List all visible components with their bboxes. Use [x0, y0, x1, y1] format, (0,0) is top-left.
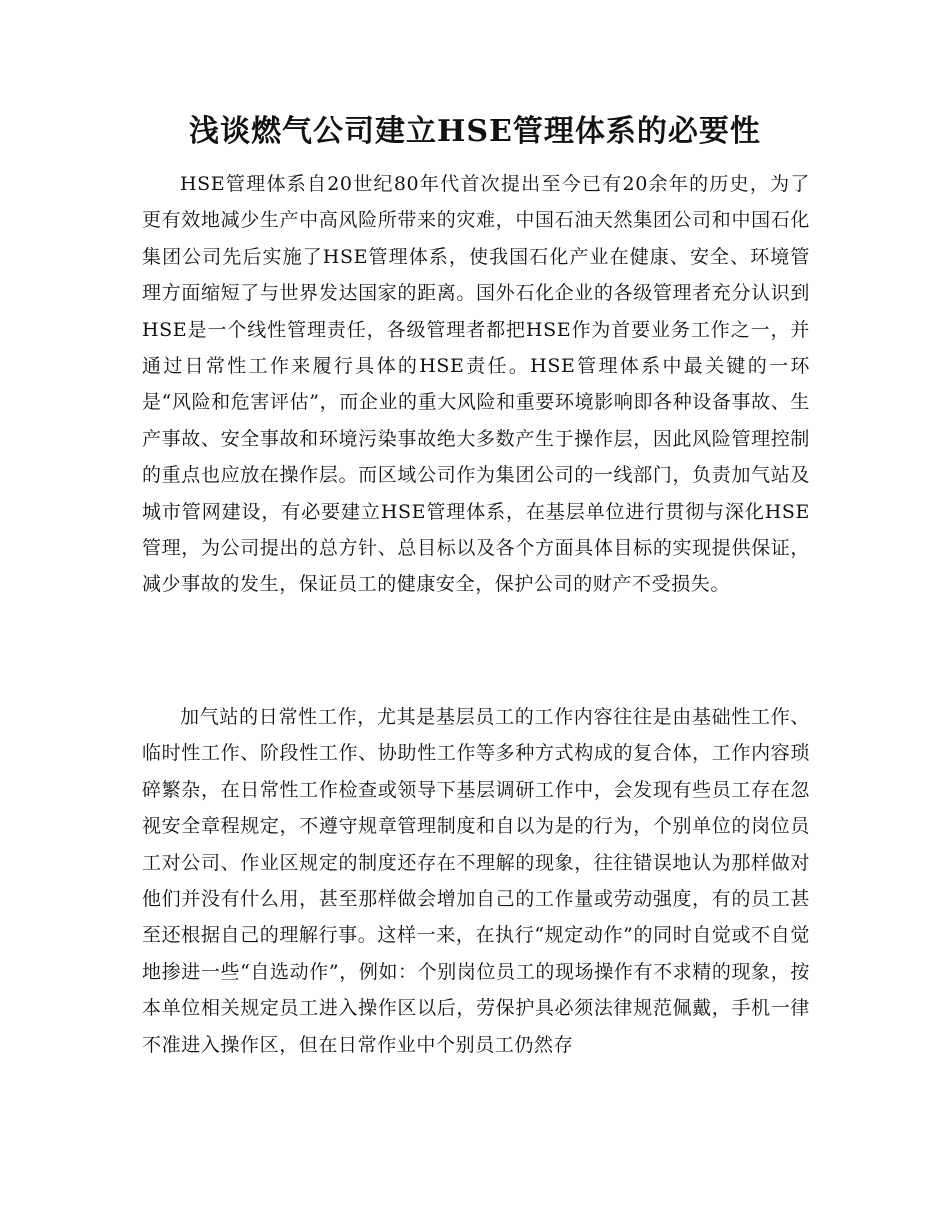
paragraph-2: 加气站的日常性工作，尤其是基层员工的工作内容往往是由基础性工作、临时性工作、阶段性工作、协助性工作等多种方式构成的复合体，工作内容琐碎繁杂，在日常性工作检查或领导下基层调研工作中，会发现有些员工存在忽视安全章程规定，不遵守规章管理制度和自以为是的行为，个别单位的岗位员工对公司、作业区规定的制度还存在不理解的现象，往往错误地认为那样做对他们并没有什么用，甚至那样做会增加自己的工作量或劳动强度，有的员工甚至还根据自己的理解行事。这样一来，在执行“规定动作”的同时自觉或不自觉地掺进一些“自选动作”，例如：个别岗位员工的现场操作有不求精的现象，按本单位相关规定员工进入操作区以后，劳保护具必须法律规范佩戴，手机一律不准进入操作区，但在日常作业中个别员工仍然存 [142, 706, 810, 1056]
paragraph-1: HSE管理体系自20世纪80年代首次提出至今已有20余年的历史，为了更有效地减少生产中高风险所带来的灾难，中国石油天然集团公司和中国石化集团公司先后实施了HSE管理体系，使我国石化产业在健康、安全、环境管理方面缩短了与世界发达国家的距离。国外石化企业的各级管理者充分认识到HSE是一个线性管理责任，各级管理者都把HSE作为首要业务工作之一，并通过日常性工作来履行具体的HSE责任。HSE管理体系中最关键的一环是“风险和危害评估”，而企业的重大风险和重要环境影响即各种设备事故、生产事故、安全事故和环境污染事故绝大多数产生于操作层，因此风险管理控制的重点也应放在操作层。而区域公司作为集团公司的一线部门，负责加气站及城市管网建设，有必要建立HSE管理体系，在基层单位进行贯彻与深化HSE管理，为公司提出的总方针、总目标以及各个方面具体目标的实现提供保证，减少事故的发生，保证员工的健康安全，保护公司的财产不受损失。 [142, 173, 810, 596]
document-title: 浅谈燃气公司建立HSE管理体系的必要性 [189, 114, 761, 149]
